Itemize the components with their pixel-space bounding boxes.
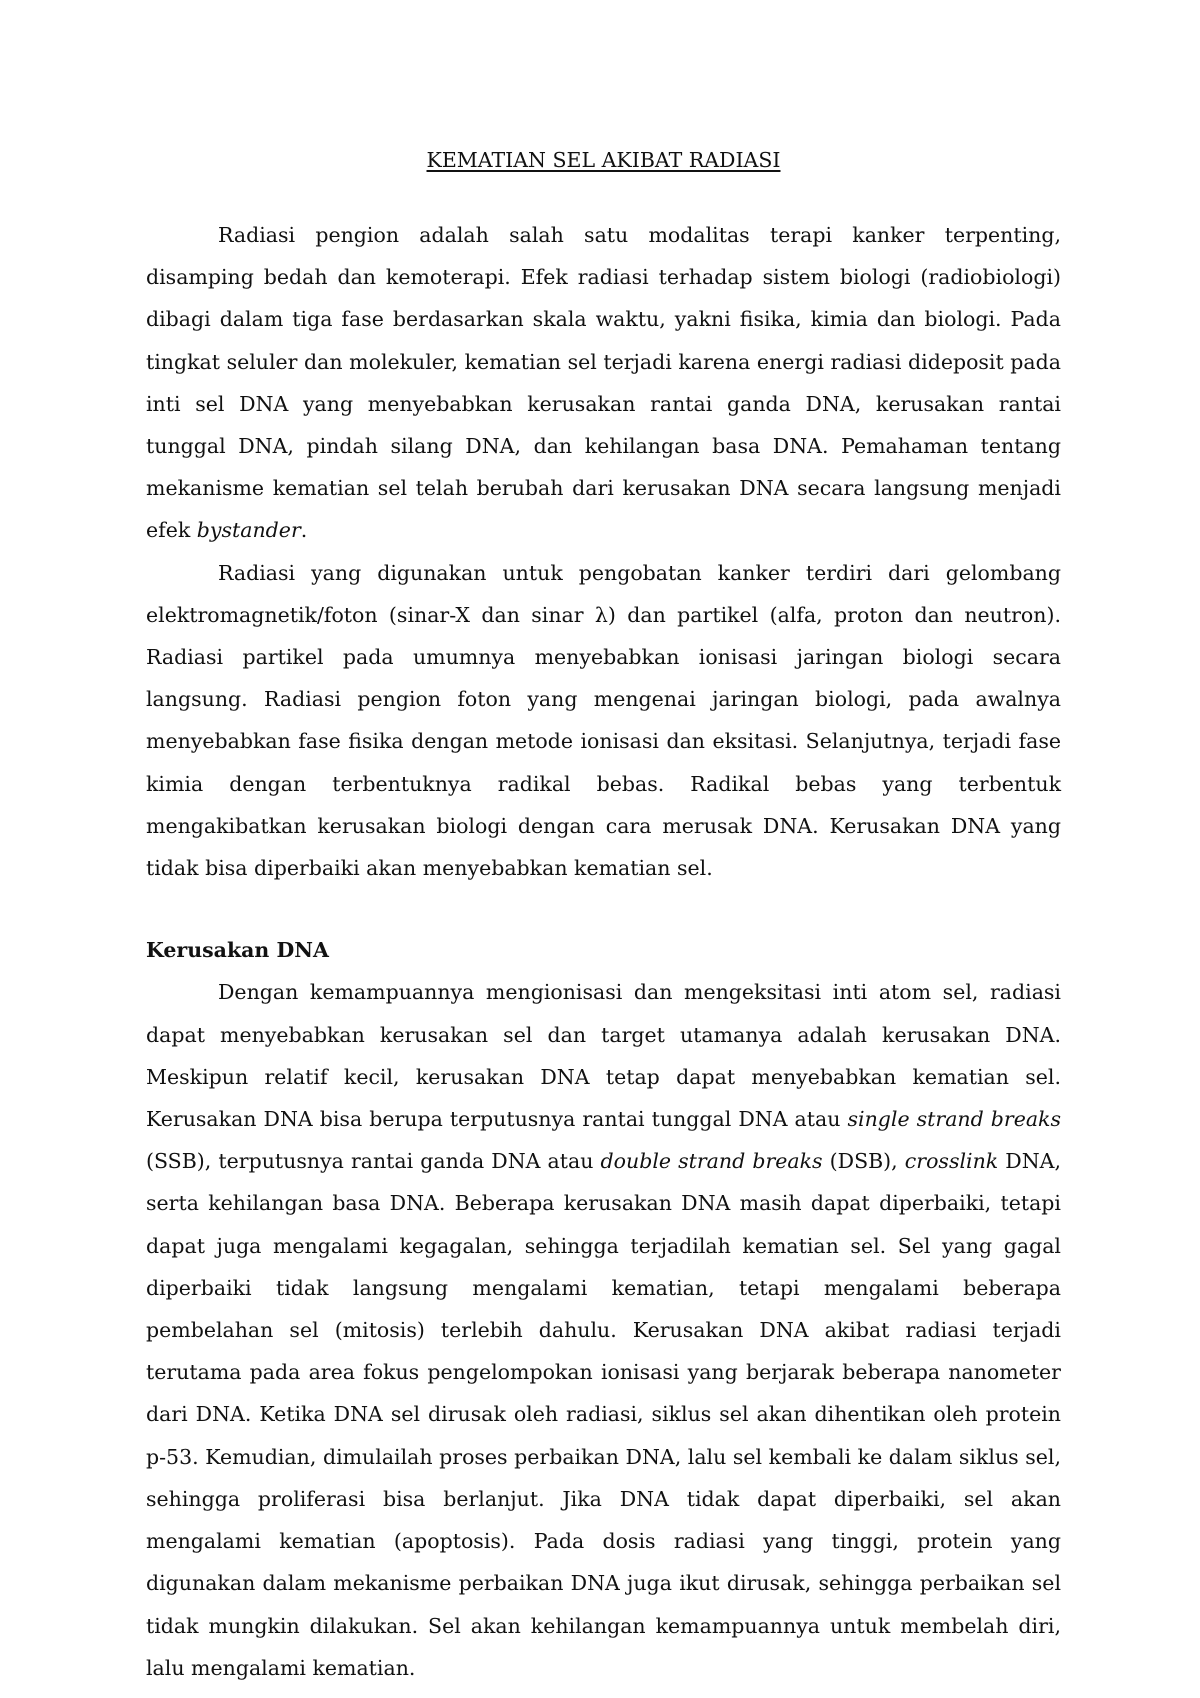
paragraph-1-text: Radiasi pengion adalah salah satu modalitas terapi kanker terpenting, disamping bedah dan kemoterapi. Efek radiasi terhadap sistem biologi (radiobiologi) dibagi dalam tiga fase berdasarkan skala waktu, yakni fisika, kimia dan biologi. Pada tingkat seluler dan molekuler, kematian sel terjadi karena energi radiasi dideposit pada inti sel DNA yang menyebabkan kerusakan rantai ganda DNA, kerusakan rantai tunggal DNA, pindah silang DNA, dan kehilangan basa DNA. Pemahaman tentang mekanisme kematian sel telah berubah dari kerusakan DNA secara langsung menjadi efek [146, 223, 1061, 543]
paragraph-3-text-a: Dengan kemampuannya mengionisasi dan mengeksitasi inti atom sel, radiasi dapat menyebabkan kerusakan sel dan target utamanya adalah kerusakan DNA. Meskipun relatif kecil, kerusakan DNA tetap dapat menyebabkan kematian sel. Kerusakan DNA bisa berupa terputusnya rantai tunggal DNA atau [146, 980, 1061, 1132]
paragraph-3-italic-dsb: double strand breaks [600, 1149, 823, 1174]
paragraph-3-italic-crosslink: crosslink [904, 1149, 999, 1174]
paragraph-3 [146, 971, 1061, 1688]
paragraph-1-italic-term: bystander [196, 518, 301, 543]
document-body [146, 148, 1061, 1689]
paragraph-3-italic-ssb: single strand breaks [847, 1107, 1061, 1132]
paragraph-1-end: . [300, 518, 308, 543]
paragraph-1 [146, 214, 1061, 552]
paragraph-2: Radiasi yang digunakan untuk pengobatan kanker terdiri dari gelombang elektromagnetik/foton (sinar-X dan sinar λ) dan partikel (alfa, proton dan neutron). Radiasi partikel pada umumnya menyebabkan ionisasi jaringan biologi secara langsung. Radiasi pengion foton yang mengenai jaringan biologi, pada awalnya menyebabkan fase fisika dengan metode ionisasi dan eksitasi. Selanjutnya, terjadi fase kimia dengan terbentuknya radikal bebas. Radikal bebas yang terbentuk mengakibatkan kerusakan biologi dengan cara merusak DNA. Kerusakan DNA yang tidak bisa diperbaiki akan menyebabkan kematian sel. [146, 560, 1061, 881]
paragraph-3-text-g: DNA, serta kehilangan basa DNA. Beberapa kerusakan DNA masih dapat diperbaiki, tetapi dapat juga mengalami kegagalan, sehingga terjadilah kematian sel. Sel yang gagal diperbaiki tidak langsung mengalami kematian, tetapi mengalami beberapa pembelahan sel (mitosis) terlebih dahulu. Kerusakan DNA akibat radiasi terjadi terutama pada area fokus pengelompokan ionisasi yang berjarak beberapa nanometer dari DNA. Ketika DNA sel dirusak oleh radiasi, siklus sel akan dihentikan oleh protein p-53. Kemudian, dimulailah proses perbaikan DNA, lalu sel kembali ke dalam siklus sel, sehingga proliferasi bisa berlanjut. Jika DNA tidak dapat diperbaiki, sel akan mengalami kematian (apoptosis). Pada dosis radiasi yang tinggi, protein yang digunakan dalam mekanisme perbaikan DNA juga ikut dirusak, sehingga perbaikan sel tidak mungkin dilakukan. Sel akan kehilangan kemampuannya untuk membelah diri, lalu mengalami kematian. [146, 1149, 1061, 1680]
paragraph-3-text-e: (DSB), [822, 1149, 905, 1174]
section-heading: Kerusakan DNA [146, 938, 329, 963]
paragraph-3-text-c: (SSB), terputusnya rantai ganda DNA atau [146, 1149, 601, 1174]
document-title: KEMATIAN SEL AKIBAT RADIASI [426, 148, 781, 172]
